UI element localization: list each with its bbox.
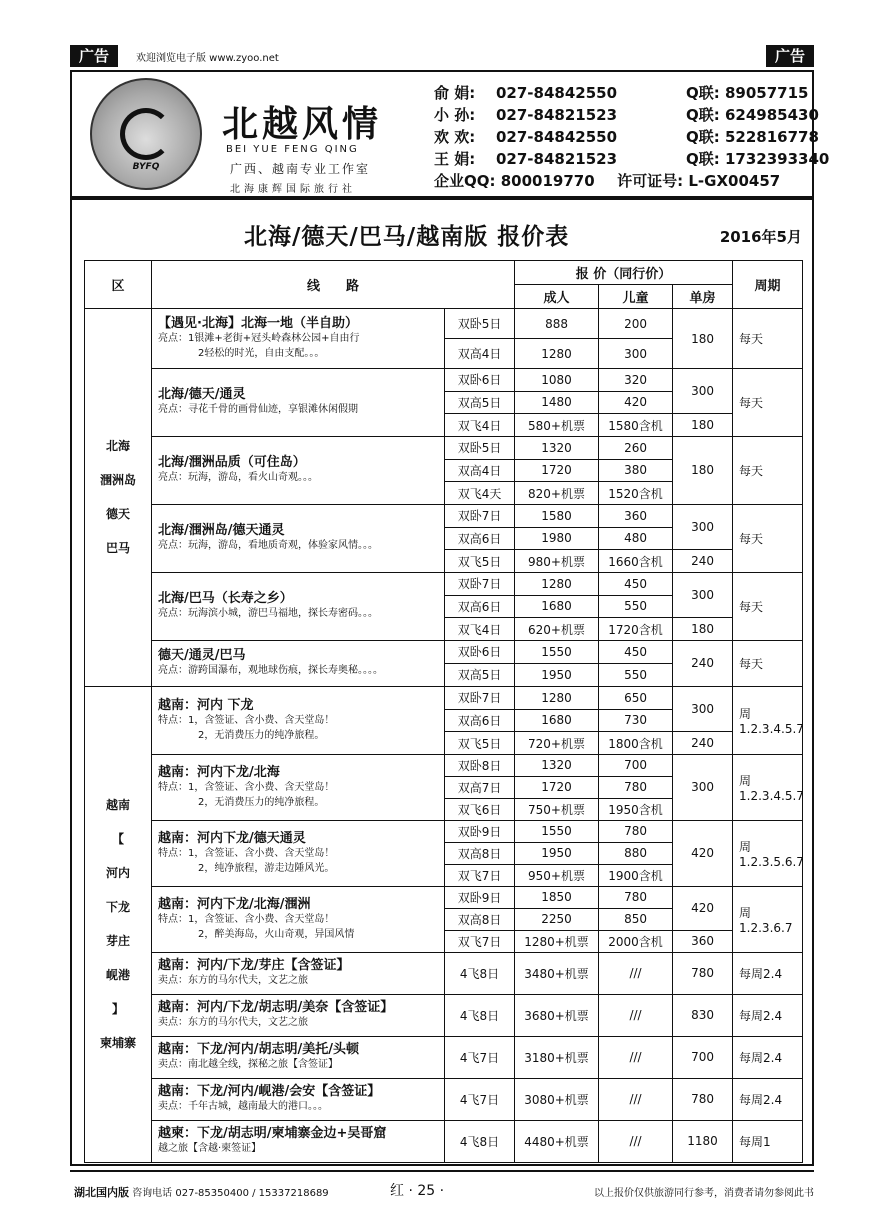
transport-mode: 双高8日 [445, 908, 515, 930]
price-section [70, 198, 814, 1166]
child-price: 1720含机 [599, 618, 673, 641]
adult-price: 1320 [515, 436, 599, 459]
transport-mode: 双飞6日 [445, 798, 515, 820]
route-desc: 卖点：东方的马尔代夫，文艺之旅 [158, 1017, 308, 1029]
period-cell: 每周1 [733, 1120, 803, 1162]
route-desc: 亮点：玩海滨小城，游巴马福地，探长寿密码。。。 [158, 608, 378, 620]
route-desc: 亮点：玩海，游岛，看火山奇观。。。 [158, 472, 318, 484]
transport-mode: 双高7日 [445, 776, 515, 798]
company-info [434, 170, 829, 192]
period-cell: 每天 [733, 504, 803, 572]
transport-mode: 4飞7日 [445, 1036, 515, 1078]
transport-mode: 双飞5日 [445, 550, 515, 573]
adult-price: 1580 [515, 504, 599, 527]
table-row [85, 994, 803, 1036]
child-price: 450 [599, 572, 673, 595]
adult-price: 3180+机票 [515, 1036, 599, 1078]
region-label: 】 [111, 1002, 124, 1017]
transport-mode: 4飞8日 [445, 952, 515, 994]
child-price: 480 [599, 527, 673, 550]
route-cell [152, 686, 445, 754]
footer-left [74, 1184, 329, 1200]
route-desc: 2轻松的时光，自由支配。。。 [198, 348, 325, 359]
contact-name: 小 孙: [434, 106, 476, 124]
transport-mode: 双高4日 [445, 459, 515, 482]
route-title: 越南：河内 下龙 [158, 697, 254, 713]
route-cell [152, 952, 445, 994]
route-title: 北海/涠洲品质（可住岛） [158, 455, 306, 471]
adult-price: 580+机票 [515, 414, 599, 437]
route-cell [152, 504, 445, 572]
brand-logo [90, 78, 202, 190]
child-price: 1520含机 [599, 482, 673, 505]
child-price: 780 [599, 776, 673, 798]
adult-price: 888 [515, 309, 599, 339]
table-row [85, 820, 803, 842]
transport-mode: 双高5日 [445, 663, 515, 686]
child-price: 1900含机 [599, 864, 673, 886]
region-label: 芽庄 [105, 934, 130, 949]
transport-mode: 双高4日 [445, 339, 515, 369]
logo-abbr: BYFQ [132, 162, 160, 172]
route-title: 越柬：下龙/胡志明/柬埔寨金边+吴哥窟 [158, 1126, 387, 1142]
contact-phone[interactable]: 027-84842550 [496, 84, 618, 102]
adult-price: 820+机票 [515, 482, 599, 505]
route-cell [152, 309, 445, 369]
child-price: 700 [599, 754, 673, 776]
period-cell: 每天 [733, 640, 803, 686]
route-desc: 特点：1，含签证、含小费、含天堂岛！ [158, 847, 335, 859]
single-room-price: 180 [673, 309, 733, 369]
transport-mode: 双卧7日 [445, 686, 515, 709]
contact-phone[interactable]: 027-84821523 [496, 106, 618, 124]
route-cell [152, 820, 445, 886]
single-room-price: 240 [673, 732, 733, 755]
single-room-price: 780 [673, 1078, 733, 1120]
adult-price: 1280 [515, 572, 599, 595]
period-cell: 周1.2.3.5.6.7 [733, 820, 803, 886]
price-date: 2016年5月 [719, 228, 802, 246]
contact-list [434, 82, 829, 192]
child-price: 320 [599, 369, 673, 392]
region-label: 河内 [105, 866, 130, 881]
region-label: 巴马 [105, 541, 130, 556]
child-price: 200 [599, 309, 673, 339]
child-price: 1660含机 [599, 550, 673, 573]
transport-mode: 4飞8日 [445, 1120, 515, 1162]
region-label: 德天 [105, 507, 130, 522]
transport-mode: 双卧5日 [445, 436, 515, 459]
adult-price: 1950 [515, 663, 599, 686]
route-desc: 亮点：寻花千骨的画骨仙迹，享银滩休闲假期 [158, 404, 358, 416]
transport-mode: 双飞4日 [445, 618, 515, 641]
price-table [84, 260, 803, 1163]
adult-price: 3680+机票 [515, 994, 599, 1036]
route-desc: 2，醉美海岛，火山奇观，异国风情 [198, 928, 355, 940]
period-cell: 每周2.4 [733, 1078, 803, 1120]
period-cell: 每天 [733, 369, 803, 437]
adult-price: 750+机票 [515, 798, 599, 820]
period-cell: 每天 [733, 309, 803, 369]
child-price: 1950含机 [599, 798, 673, 820]
route-cell [152, 1120, 445, 1162]
adult-price: 1950 [515, 842, 599, 864]
single-room-price: 300 [673, 369, 733, 414]
brand-tagline: 广西、越南专业工作室 [230, 162, 371, 176]
table-row [85, 369, 803, 392]
contact-name: 王 娟: [434, 150, 476, 168]
single-room-price: 300 [673, 504, 733, 549]
contact-qq: Q联: 1732393340 [686, 150, 830, 168]
contact-row [434, 82, 829, 104]
adult-price: 1550 [515, 640, 599, 663]
transport-mode: 双卧7日 [445, 504, 515, 527]
route-desc: 亮点：1银滩+老街+冠头岭森林公园+自由行 [158, 333, 360, 344]
transport-mode: 双飞7日 [445, 930, 515, 952]
transport-mode: 双飞5日 [445, 732, 515, 755]
route-cell [152, 640, 445, 686]
route-cell [152, 994, 445, 1036]
license-number: 许可证号: L-GX00457 [617, 172, 781, 190]
region-cell [85, 309, 152, 687]
contact-qq: Q联: 522816778 [686, 128, 819, 146]
adult-price: 1550 [515, 820, 599, 842]
contact-row [434, 126, 829, 148]
child-price: 550 [599, 595, 673, 618]
route-title: 北海/德天/通灵 [158, 387, 246, 403]
col-route: 线 路 [152, 261, 515, 309]
child-price: 880 [599, 842, 673, 864]
adult-price: 4480+机票 [515, 1120, 599, 1162]
route-title: 越南：下龙/河内/胡志明/美托/头顿 [158, 1042, 359, 1058]
single-room-price: 700 [673, 1036, 733, 1078]
contact-name: 俞 娟: [434, 84, 476, 102]
contact-row [434, 104, 829, 126]
route-title: 越南：河内下龙/北海 [158, 764, 280, 780]
child-price: 450 [599, 640, 673, 663]
transport-mode: 双高8日 [445, 842, 515, 864]
col-adult: 成人 [515, 285, 599, 309]
route-cell [152, 754, 445, 820]
single-room-price: 180 [673, 618, 733, 641]
route-desc: 特点：1，含签证、含小费、含天堂岛！ [158, 781, 335, 793]
period-cell: 每天 [733, 436, 803, 504]
child-price: 1800含机 [599, 732, 673, 755]
single-room-price: 300 [673, 686, 733, 731]
transport-mode: 双卧9日 [445, 886, 515, 908]
brand-english: BEI YUE FENG QING [226, 144, 359, 155]
route-cell [152, 1078, 445, 1120]
child-price: 650 [599, 686, 673, 709]
child-price: 850 [599, 908, 673, 930]
ad-tag-right: 广告 [766, 45, 814, 67]
adult-price: 3080+机票 [515, 1078, 599, 1120]
region-label: 涠洲岛 [99, 473, 136, 488]
table-row [85, 886, 803, 908]
child-price: 780 [599, 820, 673, 842]
adult-price: 1720 [515, 459, 599, 482]
child-price: /// [599, 1120, 673, 1162]
transport-mode: 双卧6日 [445, 640, 515, 663]
col-child: 儿童 [599, 285, 673, 309]
transport-mode: 双卧7日 [445, 572, 515, 595]
welcome-text[interactable]: 欢迎浏览电子版 www.zyoo.net [136, 53, 279, 64]
route-desc: 特点：1，含签证、含小费、含天堂岛！ [158, 913, 335, 925]
adult-price: 1980 [515, 527, 599, 550]
adult-price: 1850 [515, 886, 599, 908]
adult-price: 2250 [515, 908, 599, 930]
child-price: 260 [599, 436, 673, 459]
col-period: 周期 [733, 261, 803, 309]
route-cell [152, 369, 445, 437]
single-room-price: 780 [673, 952, 733, 994]
adult-price: 620+机票 [515, 618, 599, 641]
child-price: /// [599, 1078, 673, 1120]
transport-mode: 双高6日 [445, 527, 515, 550]
route-title: 北海/巴马（长寿之乡） [158, 591, 293, 607]
child-price: 550 [599, 663, 673, 686]
table-row [85, 640, 803, 663]
col-single: 单房 [673, 285, 733, 309]
ad-tag-left: 广告 [70, 45, 118, 67]
single-room-price: 240 [673, 640, 733, 686]
transport-mode: 双卧5日 [445, 309, 515, 339]
route-desc: 亮点：游跨国瀑布，观地球伤痕，探长寿奥秘。。。。 [158, 665, 383, 677]
route-title: 北海/涠洲岛/德天通灵 [158, 523, 285, 539]
adult-price: 1280 [515, 686, 599, 709]
top-bar [70, 45, 814, 67]
adult-price: 1720 [515, 776, 599, 798]
single-room-price: 420 [673, 886, 733, 930]
contact-row [434, 148, 829, 170]
adult-price: 3480+机票 [515, 952, 599, 994]
transport-mode: 双飞4天 [445, 482, 515, 505]
child-price: 300 [599, 339, 673, 369]
contact-name: 欢 欢: [434, 128, 476, 146]
footer-phone: 咨询电话 027-85350400 / 15337218689 [132, 1188, 329, 1199]
child-price: 380 [599, 459, 673, 482]
region-label: 北海 [105, 439, 130, 454]
single-room-price: 1180 [673, 1120, 733, 1162]
transport-mode: 双卧9日 [445, 820, 515, 842]
route-cell [152, 436, 445, 504]
period-cell: 每周2.4 [733, 952, 803, 994]
transport-mode: 4飞8日 [445, 994, 515, 1036]
footer-note: 以上报价仅供旅游同行参考，消费者请勿参阅此书 [594, 1188, 814, 1199]
edition-label: 湖北国内版 [74, 1186, 129, 1199]
table-row [85, 572, 803, 595]
period-cell: 周1.2.3.6.7 [733, 886, 803, 952]
table-row [85, 309, 803, 339]
route-title: 越南：下龙/河内/岘港/会安【含签证】 [158, 1084, 381, 1100]
period-cell: 周1.2.3.4.5.7 [733, 686, 803, 754]
period-cell: 每天 [733, 572, 803, 640]
adult-price: 1480 [515, 391, 599, 414]
child-price: 2000含机 [599, 930, 673, 952]
single-room-price: 300 [673, 754, 733, 820]
single-room-price: 360 [673, 930, 733, 952]
adult-price: 1680 [515, 595, 599, 618]
region-label: 岘港 [105, 968, 130, 983]
route-desc: 卖点：东方的马尔代夫，文艺之旅 [158, 975, 308, 987]
route-desc: 2，无消费压力的纯净旅程。 [198, 796, 325, 808]
single-room-price: 420 [673, 820, 733, 886]
page-number: 红 · 25 · [390, 1183, 445, 1199]
contact-phone[interactable]: 027-84821523 [496, 150, 618, 168]
adult-price: 1680 [515, 709, 599, 732]
transport-mode: 双高6日 [445, 709, 515, 732]
col-price: 报 价（同行价） [515, 261, 733, 285]
agency-name: 北海康辉国际旅行社 [230, 184, 356, 195]
transport-mode: 双高6日 [445, 595, 515, 618]
route-cell [152, 886, 445, 952]
table-row [85, 1078, 803, 1120]
transport-mode: 双卧8日 [445, 754, 515, 776]
col-region: 区 [85, 261, 152, 309]
period-cell: 每周2.4 [733, 1036, 803, 1078]
period-cell: 每周2.4 [733, 994, 803, 1036]
child-price: 1580含机 [599, 414, 673, 437]
route-title: 越南：河内/下龙/胡志明/美奈【含签证】 [158, 1000, 394, 1016]
route-cell [152, 572, 445, 640]
child-price: 730 [599, 709, 673, 732]
table-row [85, 754, 803, 776]
child-price: 780 [599, 886, 673, 908]
contact-phone[interactable]: 027-84842550 [496, 128, 618, 146]
table-row [85, 952, 803, 994]
agency-header [70, 70, 830, 198]
table-row [85, 504, 803, 527]
route-title: 德天/通灵/巴马 [158, 648, 246, 664]
region-label: 下龙 [105, 900, 130, 915]
single-room-price: 300 [673, 572, 733, 617]
page-title: 北海/德天/巴马/越南版 报价表 [244, 224, 570, 250]
period-cell: 周1.2.3.4.5.7 [733, 754, 803, 820]
transport-mode: 4飞7日 [445, 1078, 515, 1120]
table-row [85, 436, 803, 459]
route-title: 越南：河内/下龙/芽庄【含签证】 [158, 958, 350, 974]
transport-mode: 双飞4日 [445, 414, 515, 437]
region-label: 越南 [105, 798, 130, 813]
adult-price: 1280 [515, 339, 599, 369]
brand-name: 北越风情 [222, 103, 383, 145]
adult-price: 1320 [515, 754, 599, 776]
child-price: /// [599, 952, 673, 994]
single-room-price: 180 [673, 414, 733, 437]
page-footer [70, 1170, 814, 1202]
spiral-logo-icon [120, 108, 172, 160]
adult-price: 1080 [515, 369, 599, 392]
child-price: 360 [599, 504, 673, 527]
adult-price: 950+机票 [515, 864, 599, 886]
single-room-price: 240 [673, 550, 733, 573]
region-label: 柬埔寨 [99, 1036, 136, 1051]
route-desc: 亮点：玩海，游岛，看地质奇观，体验家风情。。。 [158, 540, 378, 552]
adult-price: 980+机票 [515, 550, 599, 573]
route-desc: 卖点：南北越全线，探秘之旅【含签证】 [158, 1059, 338, 1071]
route-title: 越南：河内下龙/德天通灵 [158, 830, 306, 846]
region-label: 【 [111, 832, 124, 847]
route-cell [152, 1036, 445, 1078]
adult-price: 720+机票 [515, 732, 599, 755]
single-room-price: 830 [673, 994, 733, 1036]
route-desc: 越之旅【含越·柬签证】 [158, 1143, 262, 1155]
table-row [85, 686, 803, 709]
adult-price: 1280+机票 [515, 930, 599, 952]
table-row [85, 1120, 803, 1162]
child-price: 420 [599, 391, 673, 414]
transport-mode: 双高5日 [445, 391, 515, 414]
route-title: 【遇见·北海】北海一地（半自助） [158, 316, 358, 331]
transport-mode: 双卧6日 [445, 369, 515, 392]
route-desc: 2，纯净旅程，游走边陲风光。 [198, 862, 335, 874]
contact-qq: Q联: 624985430 [686, 106, 819, 124]
contact-qq: Q联: 89057715 [686, 84, 809, 102]
transport-mode: 双飞7日 [445, 864, 515, 886]
route-desc: 2，无消费压力的纯净旅程。 [198, 729, 325, 741]
child-price: /// [599, 994, 673, 1036]
child-price: /// [599, 1036, 673, 1078]
single-room-price: 180 [673, 436, 733, 504]
company-qq: 企业QQ: 800019770 [434, 172, 595, 190]
route-desc: 特点：1，含签证、含小费、含天堂岛！ [158, 714, 335, 726]
route-desc: 卖点：千年古城，越南最大的港口。。。 [158, 1101, 328, 1113]
route-title: 越南：河内下龙/北海/涠洲 [158, 896, 311, 912]
region-cell [85, 686, 152, 1162]
table-row [85, 1036, 803, 1078]
